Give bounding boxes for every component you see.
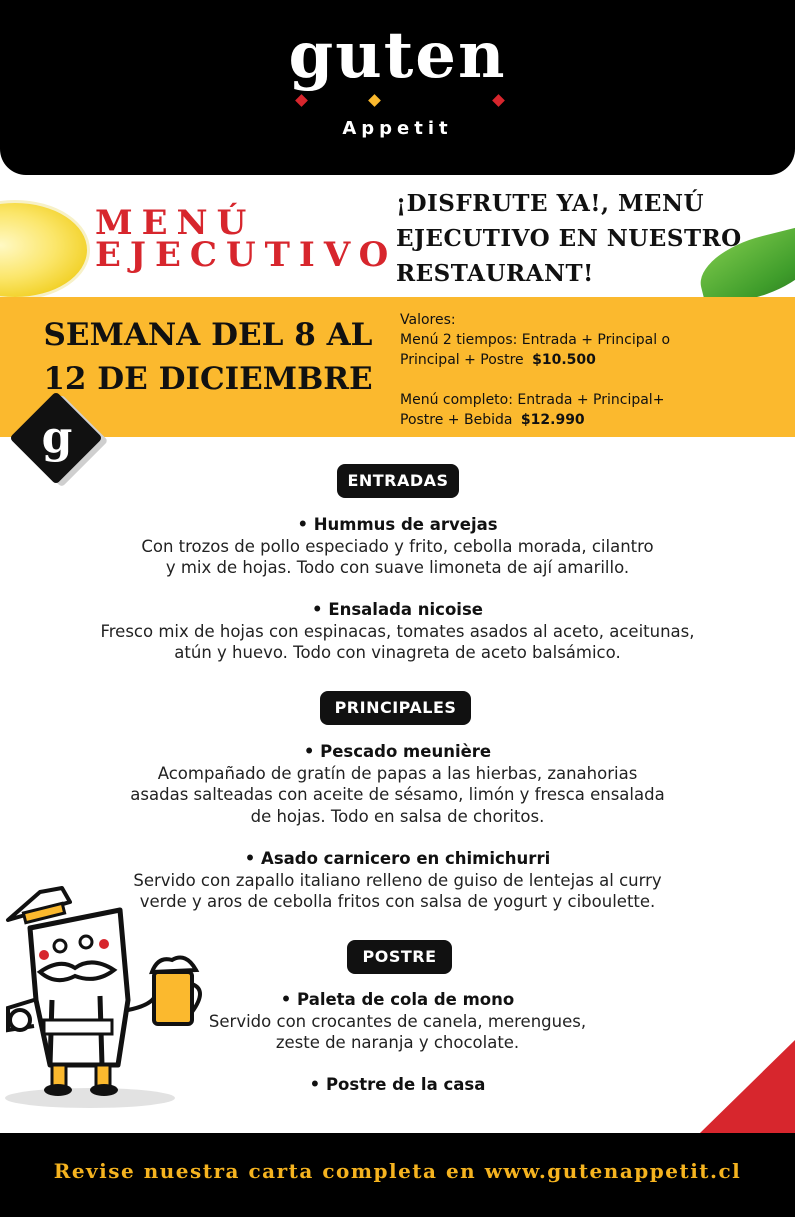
item-desc: atún y huevo. Todo con vinagreta de aceto balsámico. [174,643,621,662]
menu-item [60,741,735,827]
menu-item [60,599,735,664]
section-principales-label: PRINCIPALES [320,691,471,725]
menu-title-line1: MENÚ [95,203,256,243]
option1-line2 [400,350,790,370]
item-desc: asadas salteadas con aceite de sésamo, limón y fresca ensalada [130,785,665,804]
mascot-illustration [0,880,215,1110]
item-name: • Asado carnicero en chimichurri [244,849,551,868]
option2-line2 [400,410,790,430]
footer-website-link[interactable]: Revise nuestra carta completa en www.gutenappetit.cl [53,1159,742,1183]
item-desc: verde y aros de cebolla fritos con salsa de yogurt y ciboulette. [139,892,656,911]
prices-label: Valores: [400,312,456,328]
item-desc: Servido con zapallo italiano relleno de guiso de lentejas al curry [133,870,662,890]
week-line2: 12 DE DICIEMBRE [43,361,373,397]
item-name: • Postre de la casa [309,1075,486,1094]
item-desc: Acompañado de gratín de papas a las hierbas, zanahorias [157,763,638,783]
item-name: • Paleta de cola de mono [280,990,515,1009]
item-desc: zeste de naranja y chocolate. [275,1033,520,1052]
spacer [400,370,790,390]
option1-items: Principal + Postre [400,352,524,368]
week-dates [28,313,388,401]
logo-red-dot [295,94,308,107]
item-name: • Ensalada nicoise [312,600,483,619]
item-desc: Servido con crocantes de canela, merengues, [208,1011,587,1031]
week-line1: SEMANA DEL 8 AL [43,317,373,353]
item-desc: Fresco mix de hojas con espinacas, tomates asados al aceto, aceitunas, [100,621,695,641]
option1-line1: Menú 2 tiempos: Entrada + Principal o [400,332,671,348]
menu-title-line2: EJECUTIVO [95,235,398,275]
item-desc: de hojas. Todo en salsa de choritos. [250,806,545,826]
logo-yellow-dot [368,94,381,107]
option2-price: $12.990 [520,412,585,428]
option2-items: Postre + Bebida [400,412,513,428]
section-entradas-label: ENTRADAS [337,464,459,498]
menu-item [60,514,735,579]
option2-line1: Menú completo: Entrada + Principal+ [400,392,665,408]
item-name: • Pescado meunière [303,742,492,761]
item-name: • Hummus de arvejas [297,515,498,534]
lemon-slice-image [0,200,90,300]
item-desc: Con trozos de pollo especiado y frito, cebolla morada, cilantro [141,536,654,556]
section-postre-label: POSTRE [347,940,452,974]
brand-subtitle: Appetit [342,118,453,139]
footer [0,1133,795,1217]
header [0,0,795,175]
logo-red-dot [492,94,505,107]
headline: ¡DISFRUTE YA!, MENÚ EJECUTIVO EN NUESTRO RESTAURANT! [396,190,742,287]
g-badge-letter: g [41,412,73,463]
price-list [400,310,790,430]
option1-price: $10.500 [532,352,596,368]
item-desc: y mix de hojas. Todo con suave limoneta de ají amarillo. [165,558,630,577]
brand-logo: guten [288,18,507,93]
